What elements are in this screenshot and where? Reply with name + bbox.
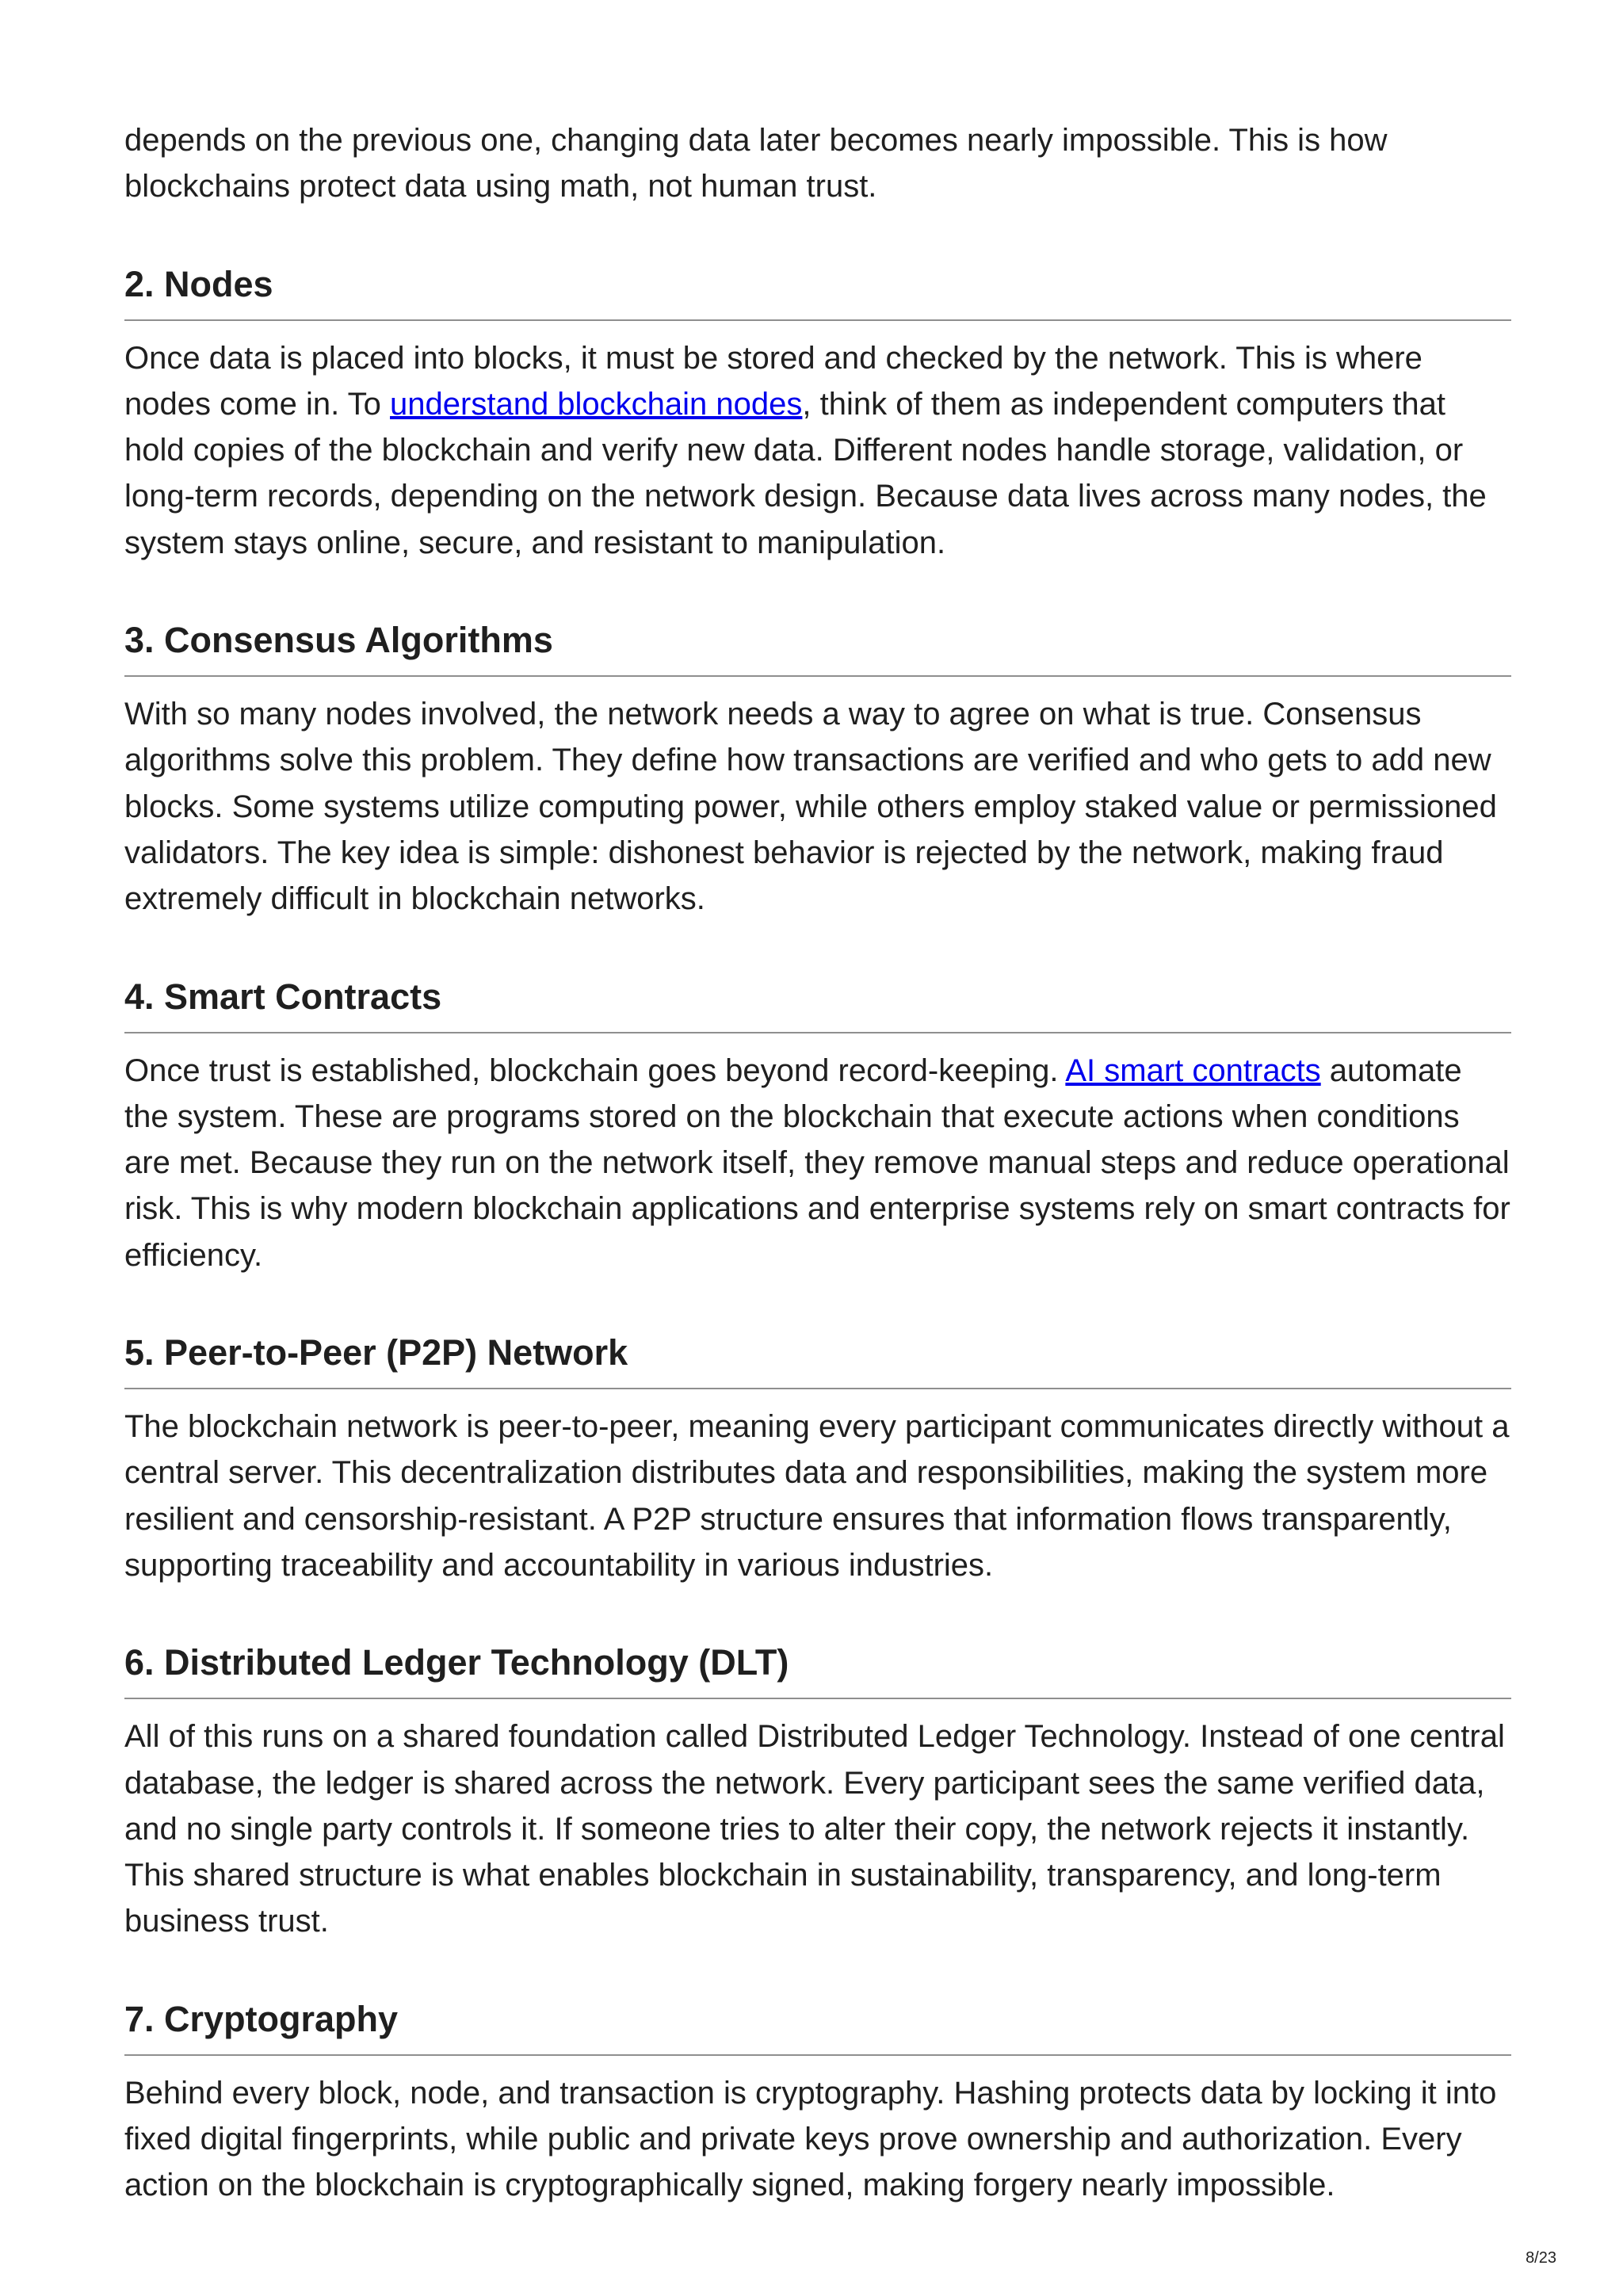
section-heading-p2p-network: 5. Peer-to-Peer (P2P) Network <box>124 1328 1511 1389</box>
section-heading-dlt: 6. Distributed Ledger Technology (DLT) <box>124 1637 1511 1699</box>
paragraph-text-after-link: , think of them as independent computers that hold copies of the blockchain and verify new data. Different nodes handle storage, validation, or long-term records, depending on the network design. Because data lives across many nodes, the system stays online, secure, and resistant to manipulation. <box>124 386 1487 560</box>
section-paragraph-smart-contracts <box>124 1048 1511 1278</box>
section-paragraph-cryptography: Behind every block, node, and transaction is cryptography. Hashing protects data by locking it into fixed digital fingerprints, while public and private keys prove ownership and authorization. Every action on the blockchain is cryptographically signed, making forgery nearly impossible. <box>124 2075 1497 2203</box>
section-heading-nodes: 2. Nodes <box>124 259 1511 321</box>
section-consensus-algorithms <box>124 615 1511 922</box>
section-heading-consensus-algorithms: 3. Consensus Algorithms <box>124 615 1511 677</box>
section-nodes <box>124 259 1511 566</box>
understand-blockchain-nodes-link[interactable]: understand blockchain nodes <box>390 386 803 422</box>
paragraph-text-after-link: automate the system. These are programs stored on the blockchain that execute actions when conditions are met. Because they run on the network itself, they remove manual steps and reduce operational risk. This is why modern blockchain applications and enterprise systems rely on smart contracts for efficiency. <box>124 1052 1510 1273</box>
ai-smart-contracts-link[interactable]: AI smart contracts <box>1065 1052 1321 1088</box>
section-paragraph-nodes <box>124 335 1511 566</box>
section-cryptography <box>124 1994 1511 2209</box>
section-paragraph-consensus-algorithms: With so many nodes involved, the network needs a way to agree on what is true. Consensus algorithms solve this problem. They define how transactions are verified and who gets to add new blocks. Some systems utilize computing power, while others employ staked value or permissioned validators. The key idea is simple: dishonest behavior is rejected by the network, making fraud extremely difficult in blockchain networks. <box>124 697 1497 917</box>
page-number: 8/23 <box>1526 2249 1556 2267</box>
section-p2p-network <box>124 1328 1511 1588</box>
section-smart-contracts <box>124 972 1511 1278</box>
paragraph-text-before-link: Once data is placed into blocks, it must be stored and checked by the network. This is where nodes come in. To <box>124 340 1423 422</box>
section-heading-smart-contracts: 4. Smart Contracts <box>124 972 1511 1033</box>
article-body <box>124 117 1511 2209</box>
paragraph-text-before-link: Once trust is established, blockchain goes beyond record-keeping. <box>124 1052 1066 1088</box>
section-paragraph-p2p-network: The blockchain network is peer-to-peer, meaning every participant communicates directly without a central server. This decentralization distributes data and responsibilities, making the system more resilient and censorship-resistant. A P2P structure ensures that information flows transparently, supporting traceability and accountability in various industries. <box>124 1409 1510 1583</box>
section-heading-cryptography: 7. Cryptography <box>124 1994 1511 2056</box>
intro-paragraph: depends on the previous one, changing data later becomes nearly impossible. This is how blockchains protect data using math, not human trust. <box>124 123 1388 204</box>
section-dlt <box>124 1637 1511 1944</box>
section-paragraph-dlt: All of this runs on a shared foundation called Distributed Ledger Technology. Instead of one central database, the ledger is shared across the network. Every participant sees the same verified data, and no single party controls it. If someone tries to alter their copy, the network rejects it instantly. This shared structure is what enables blockchain in sustainability, transparency, and long-term business trust. <box>124 1719 1505 1939</box>
